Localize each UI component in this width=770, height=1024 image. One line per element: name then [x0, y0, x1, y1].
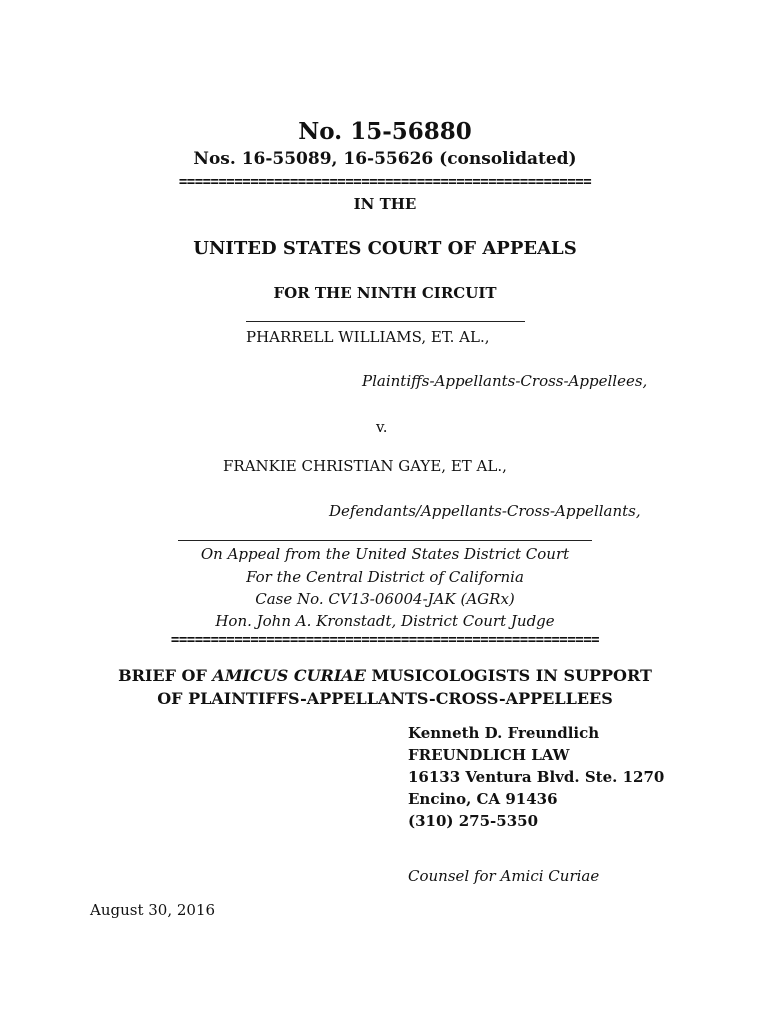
- brief-title-amicus: AMICUS CURIAE: [212, 666, 366, 685]
- plaintiff-name: PHARRELL WILLIAMS, ET. AL.,: [246, 328, 490, 346]
- counsel-address-1: 16133 Ventura Blvd. Ste. 1270: [408, 768, 665, 786]
- counsel-name: Kenneth D. Freundlich: [408, 724, 600, 742]
- appeal-case-number: Case No. CV13-06004-JAK (AGRx): [255, 590, 515, 608]
- counsel-phone: (310) 275-5350: [408, 812, 539, 830]
- in-the-label: IN THE: [353, 195, 417, 213]
- counsel-role: Counsel for Amici Curiae: [408, 867, 600, 885]
- brief-title-prefix: BRIEF OF: [118, 666, 213, 685]
- appeal-judge: Hon. John A. Kronstadt, District Court Judge: [215, 612, 555, 630]
- filing-date: August 30, 2016: [90, 901, 216, 919]
- appeal-line-1: On Appeal from the United States District Court: [200, 545, 570, 563]
- brief-title-line-2: OF PLAINTIFFS-APPELLANTS-CROSS-APPELLEES: [157, 689, 613, 708]
- counsel-address-2: Encino, CA 91436: [408, 790, 558, 808]
- appeal-line-2: For the Central District of California: [246, 568, 524, 586]
- defendant-role: Defendants/Appellants-Cross-Appellants,: [329, 502, 641, 520]
- brief-title-suffix: MUSICOLOGISTS IN SUPPORT: [365, 666, 652, 685]
- versus-label: v.: [376, 418, 388, 436]
- case-number: No. 15-56880: [298, 118, 472, 145]
- counsel-firm: FREUNDLICH LAW: [408, 746, 570, 764]
- brief-title-line-1: [0, 668, 770, 684]
- court-name: UNITED STATES COURT OF APPEALS: [193, 238, 577, 259]
- defendant-name: FRANKIE CHRISTIAN GAYE, ET AL.,: [223, 457, 507, 475]
- plaintiff-role: Plaintiffs-Appellants-Cross-Appellees,: [362, 372, 648, 390]
- rule-under-parties: [178, 540, 592, 541]
- separator-top: ====================================================: [178, 174, 592, 190]
- circuit-name: FOR THE NINTH CIRCUIT: [273, 284, 497, 302]
- rule-under-circuit: [246, 321, 525, 322]
- consolidated-case-numbers: Nos. 16-55089, 16-55626 (consolidated): [193, 149, 577, 169]
- separator-bottom: ======================================================: [170, 632, 600, 648]
